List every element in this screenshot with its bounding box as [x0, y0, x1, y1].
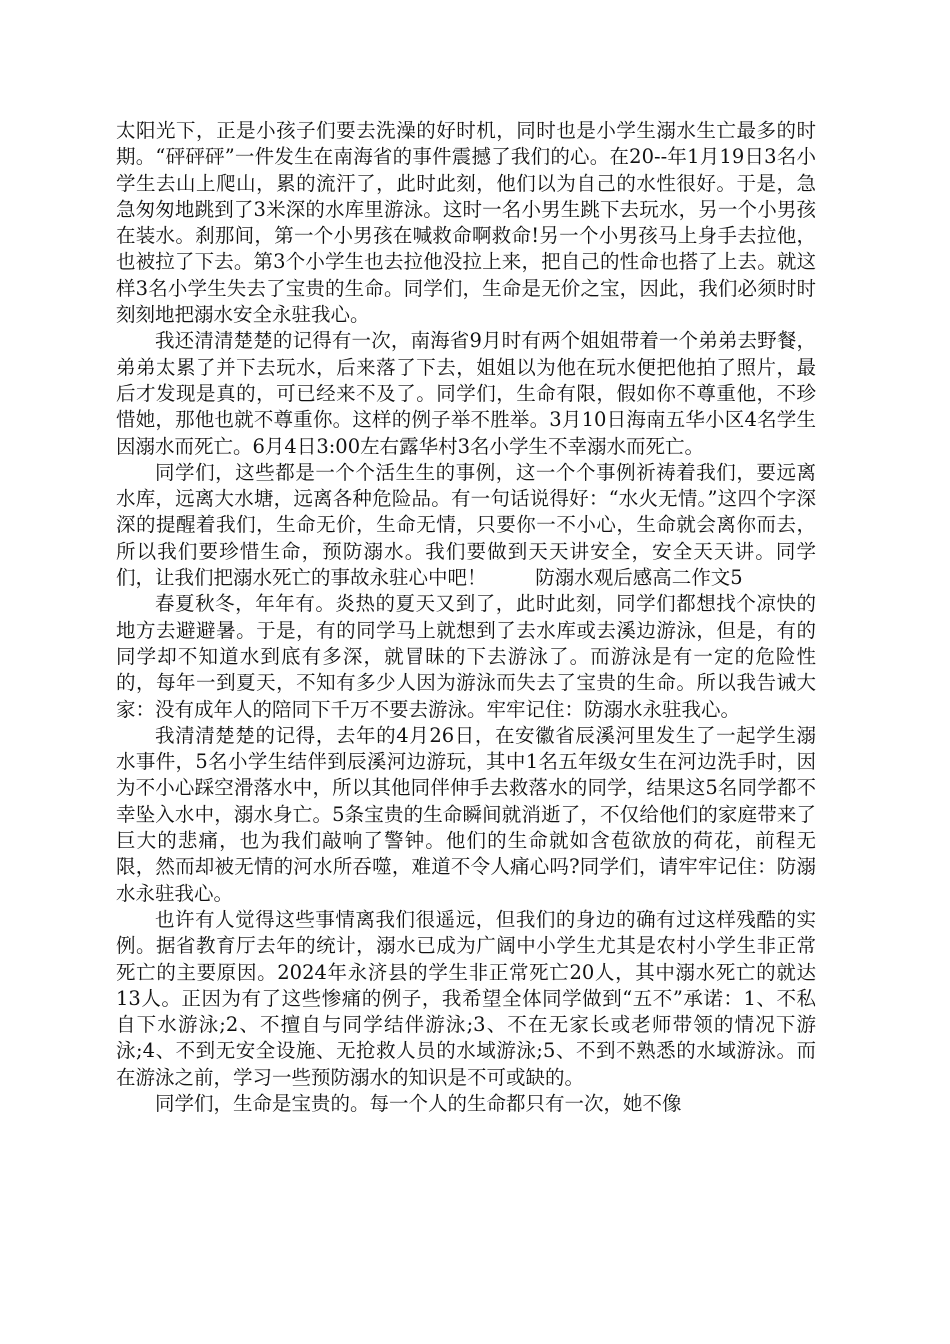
- paragraph-7: [116, 1091, 816, 1117]
- paragraph-2: [116, 328, 816, 459]
- paragraph-1: [116, 118, 816, 328]
- paragraph-3: [116, 460, 816, 591]
- document-body: [116, 118, 816, 1117]
- paragraph-text: 我还清清楚楚的记得有一次，南海省9月时有两个姐姐带着一个弟弟去野餐，弟弟太累了并下去玩水，后来落了下去，姐姐以为他在玩水便把他拍了照片，最后才发现是真的，可已经来不及了。同学们，生命有限，假如你不尊重他，不珍惜她，那他也就不尊重你。这样的例子举不胜举。3月10日海南五华小区4名学生因溺水而死亡。6月4日3:00左右露华村3名小学生不幸溺水而死亡。: [116, 329, 816, 458]
- paragraph-text: 也许有人觉得这些事情离我们很遥远，但我们的身边的确有过这样残酷的实例。据省教育厅去年的统计，溺水已成为广阔中小学生尤其是农村小学生非正常死亡的主要原因。2024年永济县的学生非正常死亡20人，其中溺水死亡的就达13人。正因为有了这些惨痛的例子，我希望全体同学做到“五不”承诺：1、不私自下水游泳;2、不擅自与同学结伴游泳;3、不在无家长或老师带领的情况下游泳;4、不到无安全设施、无抢救人员的水域游泳;5、不到不熟悉的水域游泳。而在游泳之前，学习一些预防溺水的知识是不可或缺的。: [116, 907, 816, 1089]
- paragraph-5: [116, 723, 816, 907]
- paragraph-text: 春夏秋冬，年年有。炎热的夏天又到了，此时此刻，同学们都想找个凉快的地方去避避暑。于是，有的同学马上就想到了去水库或去溪边游泳，但是，有的同学却不知道水到底有多深，就冒昧的下去游泳了。而游泳是有一定的危险性的，每年一到夏天，不知有多少人因为游泳而失去了宝贵的生命。所以我告诫大家：没有成年人的陪同下千万不要去游泳。牢牢记住：防溺水永驻我心。: [116, 592, 816, 721]
- paragraph-text: 同学们，生命是宝贵的。每一个人的生命都只有一次，她不像: [155, 1091, 682, 1115]
- section-heading: 防溺水观后感高二作文5: [535, 566, 743, 590]
- paragraph-text: 我清清楚楚的记得，去年的4月26日，在安徽省辰溪河里发生了一起学生溺水事件，5名小学生结伴到辰溪河边游玩，其中1名五年级女生在河边洗手时，因为不小心踩空滑落水中，所以其他同伴伸手去救落水的同学，结果这5名同学都不幸坠入水中，溺水身亡。5条宝贵的生命瞬间就消逝了，不仅给他们的家庭带来了巨大的悲痛，也为我们敲响了警钟。他们的生命就如含苞欲放的荷花，前程无限，然而却被无情的河水所吞噬，难道不令人痛心吗?同学们，请牢牢记住：防溺水永驻我心。: [116, 723, 816, 905]
- paragraph-6: [116, 907, 816, 1091]
- paragraph-4: [116, 591, 816, 722]
- paragraph-text: 同学们，这些都是一个个活生生的事例，这一个个事例祈祷着我们，要远离水库，远离大水塘，远离各种危险品。有一句话说得好：“水火无情。”这四个字深深的提醒着我们，生命无价，生命无情，只要你一不小心，生命就会离你而去，所以我们要珍惜生命，预防溺水。我们要做到天天讲安全，安全天天讲。同学们，让我们把溺水死亡的事故永驻心中吧！: [116, 460, 816, 590]
- paragraph-text: 太阳光下，正是小孩子们要去洗澡的好时机，同时也是小学生溺水生亡最多的时期。“砰砰砰”一件发生在南海省的事件震撼了我们的心。在20--年1月19日3名小学生去山上爬山，累的流汗了，此时此刻，他们以为自己的水性很好。于是，急急匆匆地跳到了3米深的水库里游泳。这时一名小男生跳下去玩水，另一个小男孩在装水。刹那间，第一个小男孩在喊救命啊救命!另一个小男孩马上身手去拉他，也被拉了下去。第3个小学生也去拉他没拉上来，把自己的性命也搭了上去。就这样3名小学生失去了宝贵的生命。同学们，生命是无价之宝，因此，我们必须时时刻刻地把溺水安全永驻我心。: [116, 119, 816, 327]
